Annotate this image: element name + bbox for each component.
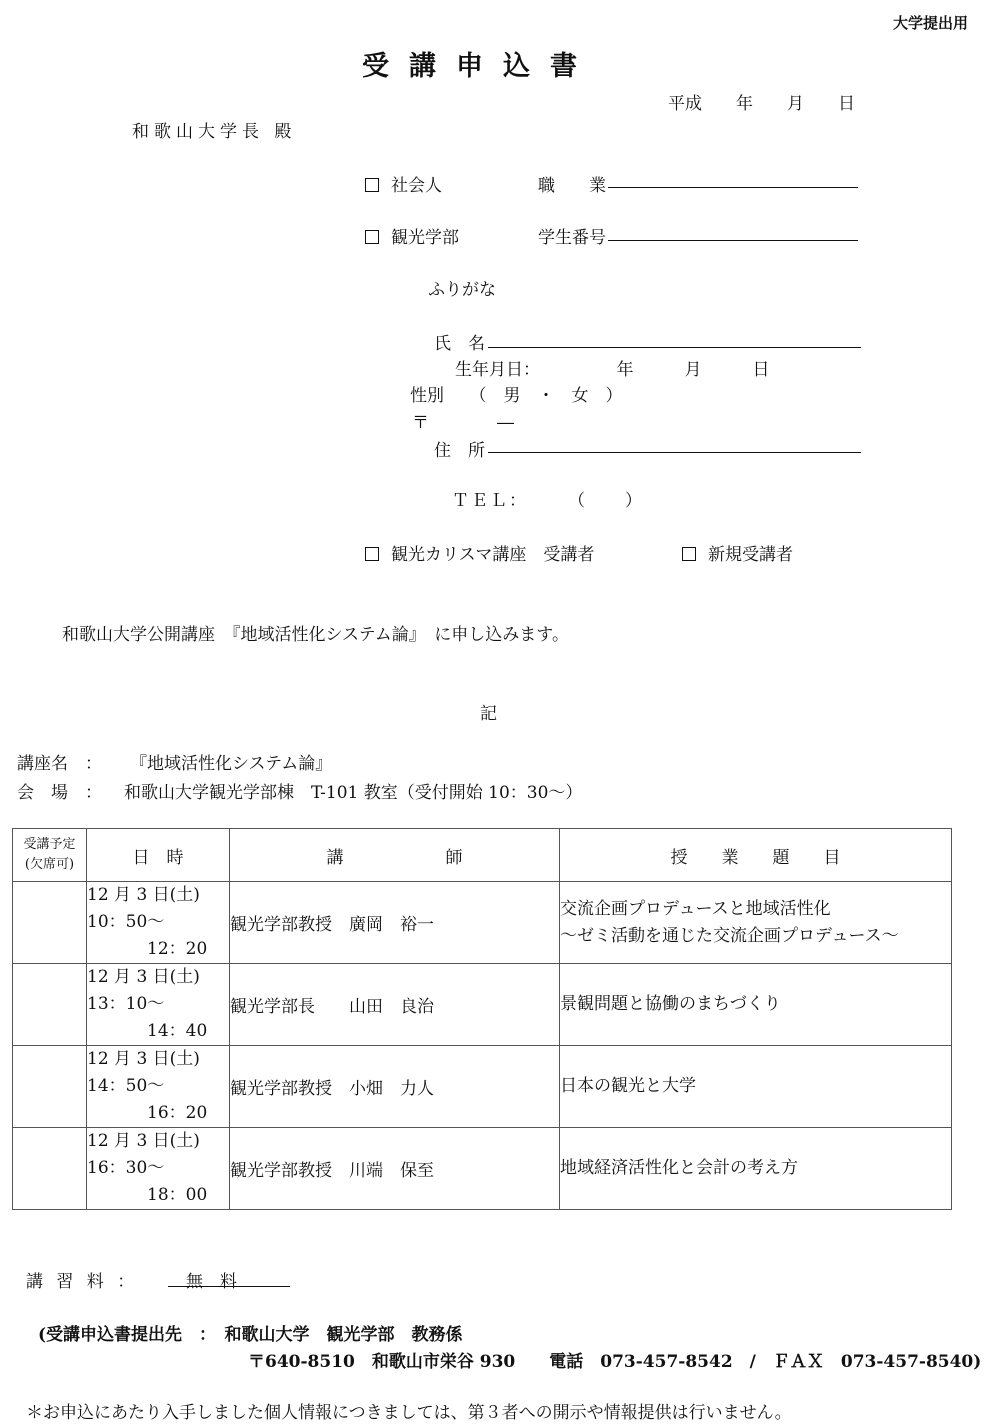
planned-cell[interactable]	[13, 1128, 87, 1210]
course-label: 講座名 ：	[17, 754, 102, 774]
checkbox-kanko-gakubu[interactable]	[365, 230, 379, 244]
addressee: 和歌山大学長 殿	[132, 122, 297, 142]
checkbox-shakaijin[interactable]	[365, 178, 379, 192]
header-planned-line1: 受講予定	[23, 837, 76, 852]
option-label: 新規受講者	[708, 545, 793, 565]
corner-label: 大学提出用	[892, 14, 968, 32]
submit-contact: 〒640-8510 和歌山市栄谷 930 電話 073-457-8542 / ＦＡＸ 073-457-8540)	[248, 1352, 982, 1372]
header-topic: 授 業 題 目	[560, 829, 952, 882]
lecture-start: 16：30〜	[87, 1158, 165, 1178]
header-planned-line2: (欠席可)	[24, 857, 75, 872]
lecturer-cell: 観光学部教授 川端 保至	[230, 1128, 560, 1210]
ki-heading: 記	[480, 704, 497, 724]
table-row	[13, 882, 952, 964]
option-label: 観光学部	[391, 228, 459, 248]
lecture-start: 14：50〜	[87, 1076, 165, 1096]
page-title: 受講申込書	[362, 51, 597, 82]
datetime-cell	[87, 882, 230, 964]
lecturer-cell: 観光学部長 山田 良治	[230, 964, 560, 1046]
address-label: 住 所	[434, 441, 485, 461]
checkbox-charisma[interactable]	[365, 547, 379, 561]
option-shakaijin[interactable]	[365, 171, 442, 196]
date-line: 平成 年 月 日	[668, 94, 855, 114]
header-lecturer: 講 師	[230, 829, 560, 882]
planned-cell[interactable]	[13, 882, 87, 964]
topic-cell	[560, 1046, 952, 1128]
lecture-end: 18：00	[147, 1185, 208, 1205]
student-number-field[interactable]	[608, 240, 858, 241]
gender-label: 性別 （ 男 ・ 女 ）	[410, 386, 623, 406]
lecture-date: 12 月 3 日(土)	[87, 967, 200, 987]
topic-line1: 交流企画プロデュースと地域活性化	[560, 898, 831, 919]
birthdate-label: 生年月日： 年 月 日	[455, 360, 770, 380]
name-field[interactable]	[488, 347, 861, 348]
lecture-end: 16：20	[147, 1103, 208, 1123]
occupation-field[interactable]	[608, 187, 858, 188]
lecture-start: 13：10〜	[87, 994, 165, 1014]
postal-label: 〒 ―	[412, 413, 514, 433]
lecturer-cell: 観光学部教授 廣岡 裕一	[230, 882, 560, 964]
table-row	[13, 964, 952, 1046]
datetime-cell	[87, 964, 230, 1046]
topic-line1: 景観問題と協働のまちづくり	[560, 994, 781, 1014]
table-row	[13, 1046, 952, 1128]
topic-line2: 〜ゼミ活動を通じた交流企画プロデュース〜	[560, 925, 899, 946]
planned-cell[interactable]	[13, 964, 87, 1046]
name-label: 氏 名	[434, 334, 485, 354]
lecture-table	[12, 828, 952, 1210]
table-row	[13, 1128, 952, 1210]
lecture-end: 14：40	[147, 1021, 208, 1041]
topic-cell	[560, 882, 952, 964]
topic-cell	[560, 1128, 952, 1210]
topic-line1: 日本の観光と大学	[560, 1076, 696, 1096]
fee-underline	[168, 1286, 290, 1287]
occupation-label: 職 業	[538, 176, 606, 196]
lecture-date: 12 月 3 日(土)	[87, 1049, 200, 1069]
header-planned	[13, 829, 87, 882]
lecture-end: 12：20	[147, 939, 208, 959]
lecturer-cell: 観光学部教授 小畑 力人	[230, 1046, 560, 1128]
venue-value: 和歌山大学観光学部棟 T-101 教室（受付開始 10：30〜）	[124, 783, 583, 803]
submit-destination: (受講申込書提出先 ： 和歌山大学 観光学部 教務係	[38, 1325, 463, 1345]
privacy-note: ＊お申込にあたり入手しました個人情報につきましては、第３者への開示や情報提供は行いません。	[26, 1403, 792, 1423]
fee-value: 無 料	[186, 1272, 237, 1292]
option-label: 社会人	[391, 176, 442, 196]
option-new-attendee[interactable]	[682, 540, 793, 565]
option-kanko-gakubu[interactable]	[365, 223, 459, 248]
datetime-cell	[87, 1128, 230, 1210]
header-datetime: 日 時	[87, 829, 230, 882]
furigana-label: ふりがな	[428, 280, 496, 300]
topic-line1: 地域経済活性化と会計の考え方	[560, 1158, 798, 1178]
address-field[interactable]	[488, 452, 861, 453]
planned-cell[interactable]	[13, 1046, 87, 1128]
student-number-label: 学生番号	[538, 228, 606, 248]
course-value: 『地域活性化システム論』	[130, 754, 333, 774]
application-statement: 和歌山大学公開講座 『地域活性化システム論』 に申し込みます。	[62, 625, 569, 645]
checkbox-new-attendee[interactable]	[682, 547, 696, 561]
fee-label: 講 習 料 ：	[26, 1272, 139, 1292]
table-header-row	[13, 829, 952, 882]
option-label: 観光カリスマ講座 受講者	[391, 545, 595, 565]
lecture-date: 12 月 3 日(土)	[87, 885, 200, 905]
lecture-date: 12 月 3 日(土)	[87, 1131, 200, 1151]
option-charisma[interactable]	[365, 540, 594, 565]
topic-cell	[560, 964, 952, 1046]
tel-label: ＴＥＬ： （ ）	[452, 491, 644, 511]
lecture-start: 10：50〜	[87, 912, 165, 932]
datetime-cell	[87, 1046, 230, 1128]
venue-label: 会 場 ：	[17, 783, 102, 803]
